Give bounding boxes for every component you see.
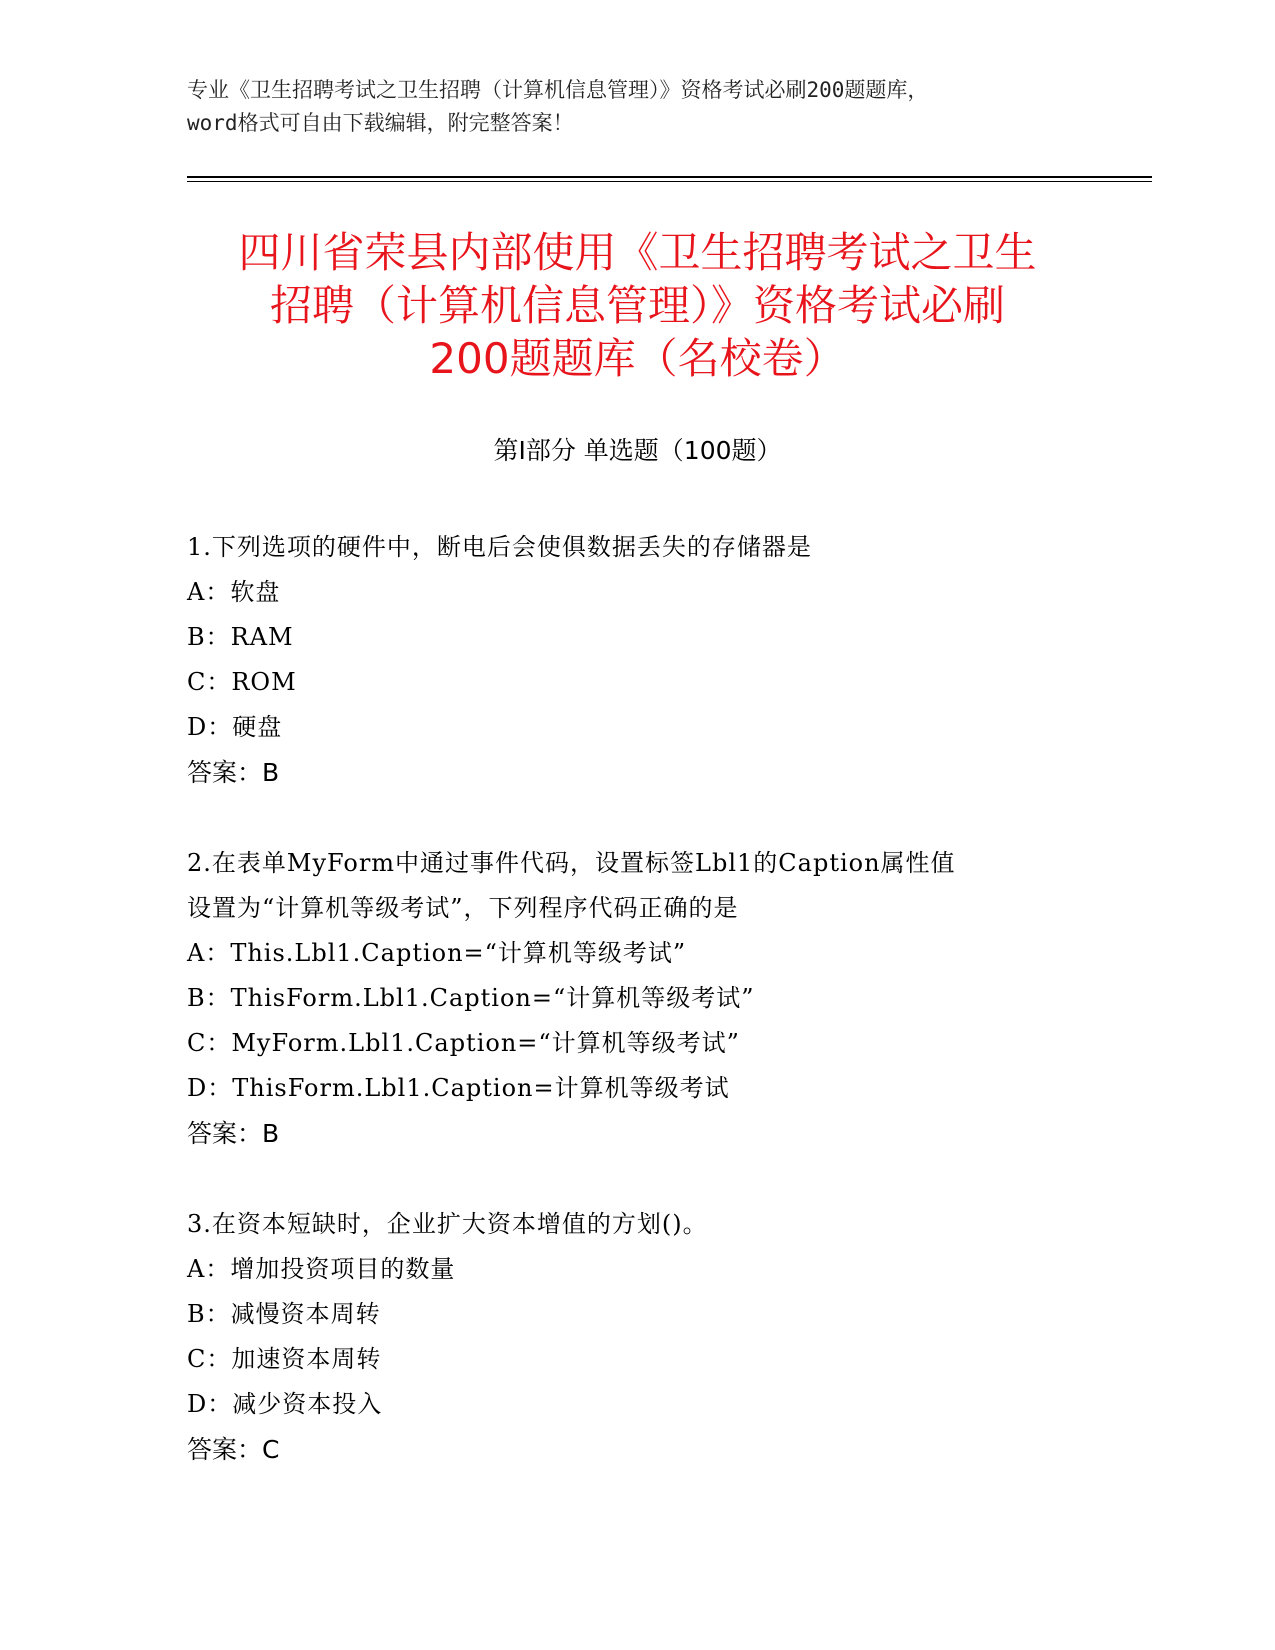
option-a: A：增加投资项目的数量 xyxy=(187,1255,456,1283)
header-note-line-2: word格式可自由下载编辑，附完整答案！ xyxy=(187,111,574,135)
title-line-1: 四川省荣县内部使用《卫生招聘考试之卫生 xyxy=(238,228,1037,277)
option-d: D：减少资本投入 xyxy=(187,1390,383,1418)
option-b: B：ThisForm.Lbl1.Caption=“计算机等级考试” xyxy=(187,984,755,1012)
section-heading: 第Ⅰ部分 单选题（100题） xyxy=(493,436,782,465)
answer-line: 答案：B xyxy=(187,758,280,787)
question-item xyxy=(187,1202,1087,1472)
header-note xyxy=(187,74,1087,140)
option-d: D：ThisForm.Lbl1.Caption=计算机等级考试 xyxy=(187,1074,730,1102)
answer-line: 答案：B xyxy=(187,1119,280,1148)
question-item xyxy=(187,841,1087,1156)
question-stem-continued: 设置为“计算机等级考试”，下列程序代码正确的是 xyxy=(187,894,739,922)
question-stem: 1.下列选项的硬件中，断电后会使俱数据丢失的存储器是 xyxy=(187,533,812,561)
option-c: C：MyForm.Lbl1.Caption=“计算机等级考试” xyxy=(187,1029,740,1057)
question-item xyxy=(187,525,1087,795)
option-d: D：硬盘 xyxy=(187,713,283,741)
question-stem: 3.在资本短缺时，企业扩大资本增值的方划()。 xyxy=(187,1210,708,1238)
header-divider-thin xyxy=(187,181,1152,182)
option-b: B：RAM xyxy=(187,623,294,651)
option-c: C：ROM xyxy=(187,668,297,696)
option-a: A：软盘 xyxy=(187,578,281,606)
option-b: B：减慢资本周转 xyxy=(187,1300,381,1328)
header-divider-thick xyxy=(187,176,1152,178)
question-list xyxy=(187,525,1087,1518)
answer-line: 答案：C xyxy=(187,1435,280,1464)
title-line-3: 200题题库（名校卷） xyxy=(429,334,846,383)
document-title xyxy=(150,226,1125,385)
option-a: A：This.Lbl1.Caption=“计算机等级考试” xyxy=(187,939,687,967)
title-line-2: 招聘（计算机信息管理）》资格考试必刷 xyxy=(269,281,1005,330)
header-note-line-1: 专业《卫生招聘考试之卫生招聘（计算机信息管理）》资格考试必刷200题题库， xyxy=(187,78,929,102)
question-stem: 2.在表单MyForm中通过事件代码，设置标签Lbl1的Caption属性值 xyxy=(187,849,956,877)
option-c: C：加速资本周转 xyxy=(187,1345,382,1373)
